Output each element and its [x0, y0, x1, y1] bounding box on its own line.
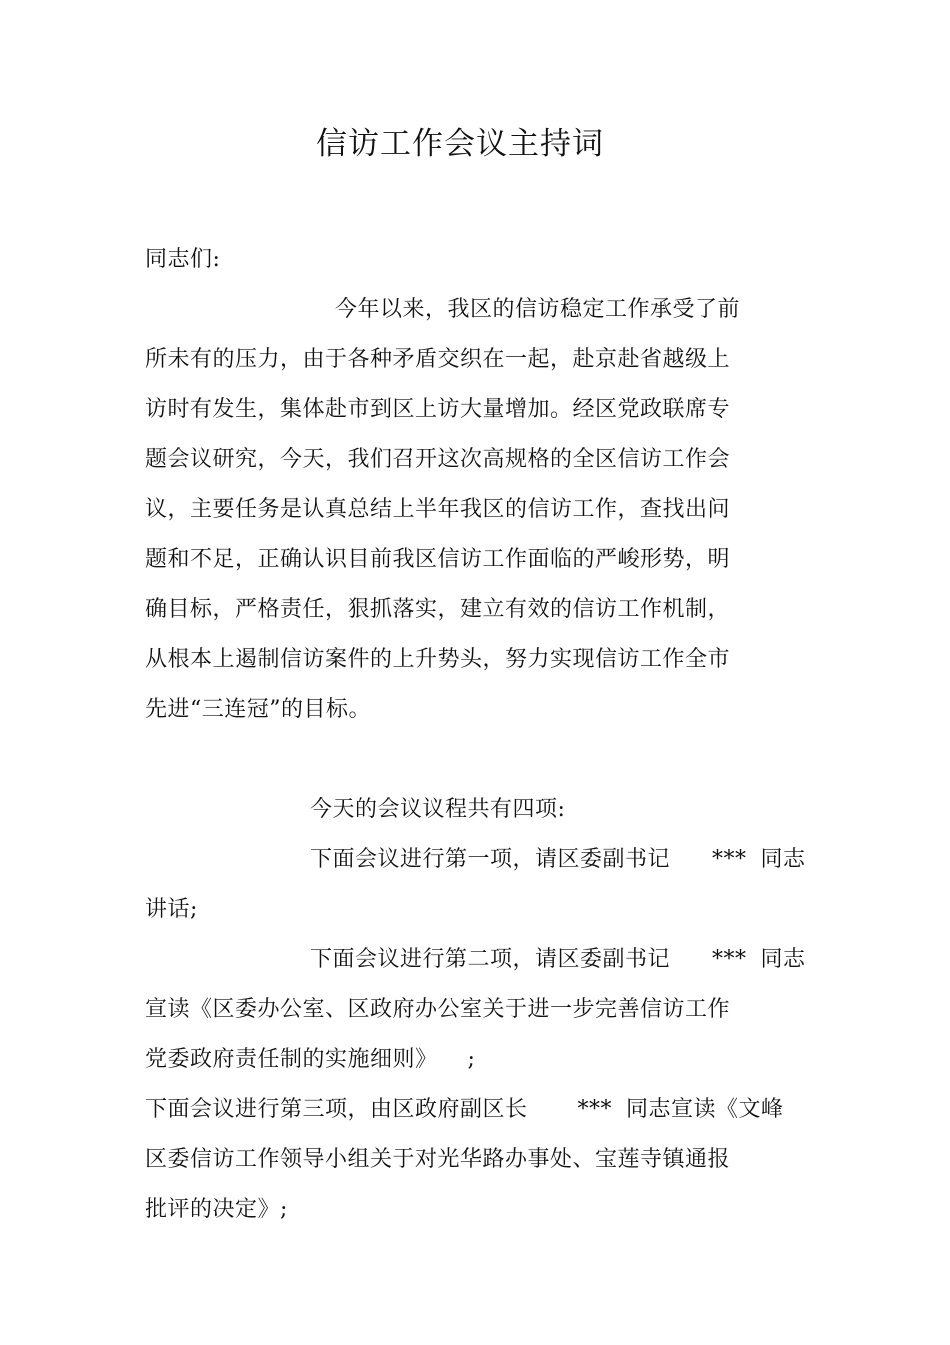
intro-line: 题会议研究，今天，我们召开这次高规格的全区信访工作会	[145, 447, 731, 472]
intro-line: 今年以来，我区的信访稳定工作承受了前	[335, 297, 741, 322]
intro-line: 议，主要任务是认真总结上半年我区的信访工作，查找出问	[145, 497, 731, 522]
agenda-item-text: 同志	[760, 847, 806, 872]
redacted-name: ***	[712, 947, 747, 972]
agenda-item-1-cont: 讲话;	[145, 897, 198, 922]
agenda-item-2-cont	[145, 1042, 475, 1073]
agenda-item-text: ;	[467, 1047, 476, 1072]
agenda-item-text: 下面会议进行第一项，请区委副书记	[310, 847, 671, 872]
agenda-item-3-cont: 批评的决定》;	[145, 1197, 288, 1222]
agenda-item-2	[310, 942, 806, 973]
redacted-name: ***	[577, 1097, 613, 1122]
intro-line: 题和不足，正确认识目前我区信访工作面临的严峻形势，明	[145, 547, 731, 572]
agenda-item-1	[310, 842, 806, 873]
intro-line: 确目标，严格责任，狠抓落实，建立有效的信访工作机制，	[145, 597, 731, 622]
agenda-item-3	[145, 1092, 784, 1123]
intro-line: 从根本上遏制信访案件的上升势头，努力实现信访工作全市	[145, 647, 731, 672]
page-title: 信访工作会议主持词	[316, 126, 604, 162]
intro-line: 访时有发生，集体赴市到区上访大量增加。经区党政联席专	[145, 397, 731, 422]
agenda-item-3-cont: 区委信访工作领导小组关于对光华路办事处、宝莲寺镇通报	[145, 1147, 731, 1172]
agenda-item-text: 下面会议进行第三项，由区政府副区长	[145, 1097, 528, 1122]
agenda-item-2-cont: 宣读《区委办公室、区政府办公室关于进一步完善信访工作	[145, 997, 731, 1022]
agenda-item-text: 同志宣读《文峰	[626, 1097, 784, 1122]
intro-line: 所未有的压力，由于各种矛盾交织在一起，赴京赴省越级上	[145, 347, 731, 372]
intro-line: 先进“三连冠”的目标。	[145, 697, 371, 722]
salutation: 同志们:	[145, 247, 221, 272]
redacted-name: ***	[712, 847, 747, 872]
agenda-item-text: 同志	[760, 947, 806, 972]
agenda-item-text: 党委政府责任制的实施细则》	[145, 1047, 438, 1072]
agenda-heading: 今天的会议议程共有四项:	[310, 797, 566, 822]
agenda-item-text: 下面会议进行第二项，请区委副书记	[310, 947, 671, 972]
